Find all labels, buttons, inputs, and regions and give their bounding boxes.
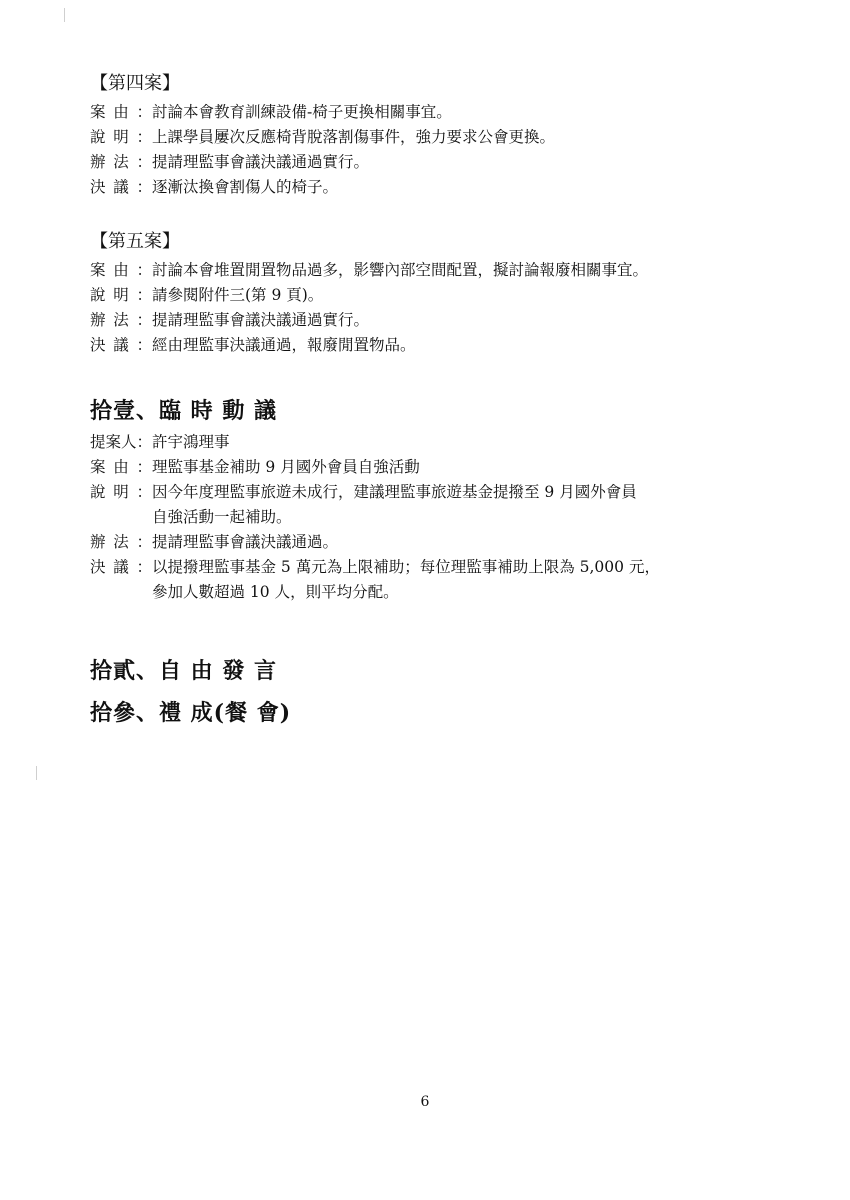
field-separator: ： <box>136 483 152 501</box>
field-value <box>152 530 810 555</box>
field-label <box>90 283 152 308</box>
section-heading-12: 拾貳、自 由 發 言 <box>90 658 277 684</box>
field-label-char-2: 由 <box>113 458 129 476</box>
field-row <box>90 530 810 555</box>
field-value-line: 討論本會教育訓練設備-椅子更換相關事宜。 <box>152 103 452 121</box>
field-label <box>90 333 152 358</box>
field-row <box>90 150 810 175</box>
proposer-line <box>90 430 810 455</box>
field-value <box>152 258 810 283</box>
field-value <box>152 480 810 530</box>
field-separator: ： <box>136 458 152 476</box>
field-label-char-1: 辦 <box>90 311 106 329</box>
field-label-char-2: 由 <box>113 261 129 279</box>
field-row <box>90 455 810 480</box>
field-separator: ： <box>136 336 152 354</box>
case-title: 【第五案】 <box>90 231 180 252</box>
field-value-line: 理監事基金補助 9 月國外會員自強活動 <box>152 458 420 476</box>
section-heading-11: 拾壹、臨 時 動 議 <box>90 398 277 424</box>
case-rows <box>90 258 810 358</box>
field-label-char-1: 決 <box>90 558 106 576</box>
field-label <box>90 258 152 283</box>
case-rows <box>90 100 810 200</box>
page-number: 6 <box>420 1094 430 1110</box>
case-4 <box>90 72 810 200</box>
field-label <box>90 175 152 200</box>
field-value-line: 經由理監事決議通過，報廢閒置物品。 <box>152 336 416 354</box>
field-label-char-2: 議 <box>113 336 129 354</box>
field-label <box>90 480 152 530</box>
field-separator: ： <box>136 533 152 551</box>
field-label-char-1: 案 <box>90 103 106 121</box>
field-row <box>90 283 810 308</box>
field-value-line: 提請理監事會議決議通過實行。 <box>152 153 370 171</box>
field-label-char-1: 決 <box>90 336 106 354</box>
field-label-char-2: 議 <box>113 558 129 576</box>
field-value <box>152 308 810 333</box>
case-title: 【第四案】 <box>90 73 180 94</box>
field-value-line: 因今年度理監事旅遊未成行，建議理監事旅遊基金提撥至 9 月國外會員 <box>152 483 637 501</box>
field-value-line: 提請理監事會議決議通過實行。 <box>152 311 370 329</box>
field-separator: ： <box>136 153 152 171</box>
field-label-char-1: 案 <box>90 458 106 476</box>
field-separator: ： <box>136 178 152 196</box>
scan-mark-top <box>64 8 65 22</box>
field-value <box>152 283 810 308</box>
scan-mark-left <box>36 766 37 780</box>
field-value <box>152 333 810 358</box>
field-value-line: 上課學員屢次反應椅背脫落割傷事件，強力要求公會更換。 <box>152 128 556 146</box>
field-value <box>152 555 810 605</box>
field-label-char-1: 說 <box>90 128 106 146</box>
field-label-char-1: 說 <box>90 286 106 304</box>
field-label-char-2: 明 <box>113 128 129 146</box>
field-label-char-2: 法 <box>113 311 129 329</box>
field-value-line: 提請理監事會議決議通過。 <box>152 533 339 551</box>
field-label-char-1: 案 <box>90 261 106 279</box>
field-label-char-1: 說 <box>90 483 106 501</box>
field-value-line: 自強活動一起補助。 <box>152 508 292 526</box>
field-label-char-2: 明 <box>113 483 129 501</box>
field-value-line: 逐漸汰換會割傷人的椅子。 <box>152 178 339 196</box>
field-value-line: 討論本會堆置閒置物品過多，影響內部空間配置，擬討論報廢相關事宜。 <box>152 261 649 279</box>
field-row <box>90 125 810 150</box>
field-label-char-1: 決 <box>90 178 106 196</box>
field-label <box>90 555 152 605</box>
field-separator: ： <box>136 311 152 329</box>
field-label-char-2: 由 <box>113 103 129 121</box>
section-11-body <box>90 430 810 605</box>
field-label-char-1: 辦 <box>90 533 106 551</box>
field-separator: ： <box>136 286 152 304</box>
field-value-line: 以提撥理監事基金 5 萬元為上限補助；每位理監事補助上限為 5,000 元， <box>152 558 660 576</box>
field-separator: ： <box>136 103 152 121</box>
field-label-char-1: 辦 <box>90 153 106 171</box>
field-label <box>90 100 152 125</box>
field-separator: ： <box>136 558 152 576</box>
field-label <box>90 455 152 480</box>
field-row <box>90 100 810 125</box>
field-value <box>152 455 810 480</box>
field-value <box>152 100 810 125</box>
field-label <box>90 125 152 150</box>
field-value <box>152 175 810 200</box>
field-row <box>90 175 810 200</box>
field-value <box>152 150 810 175</box>
field-label-char-2: 法 <box>113 153 129 171</box>
field-value-line: 參加人數超過 10 人，則平均分配。 <box>152 583 399 601</box>
field-row <box>90 555 810 605</box>
field-label-char-2: 議 <box>113 178 129 196</box>
field-value <box>152 125 810 150</box>
case-rows <box>90 455 810 605</box>
field-label <box>90 150 152 175</box>
field-label-char-2: 法 <box>113 533 129 551</box>
field-separator: ： <box>136 128 152 146</box>
field-row <box>90 258 810 283</box>
field-label <box>90 530 152 555</box>
section-heading-13: 拾參、禮 成(餐 會) <box>90 700 292 726</box>
field-row <box>90 333 810 358</box>
field-separator: ： <box>136 261 152 279</box>
field-label <box>90 308 152 333</box>
proposer-text: 提案人：許宇鴻理事 <box>90 433 230 451</box>
field-label-char-2: 明 <box>113 286 129 304</box>
field-row <box>90 480 810 530</box>
case-5 <box>90 230 810 358</box>
field-row <box>90 308 810 333</box>
field-value-line: 請參閱附件三(第 9 頁)。 <box>152 286 324 304</box>
